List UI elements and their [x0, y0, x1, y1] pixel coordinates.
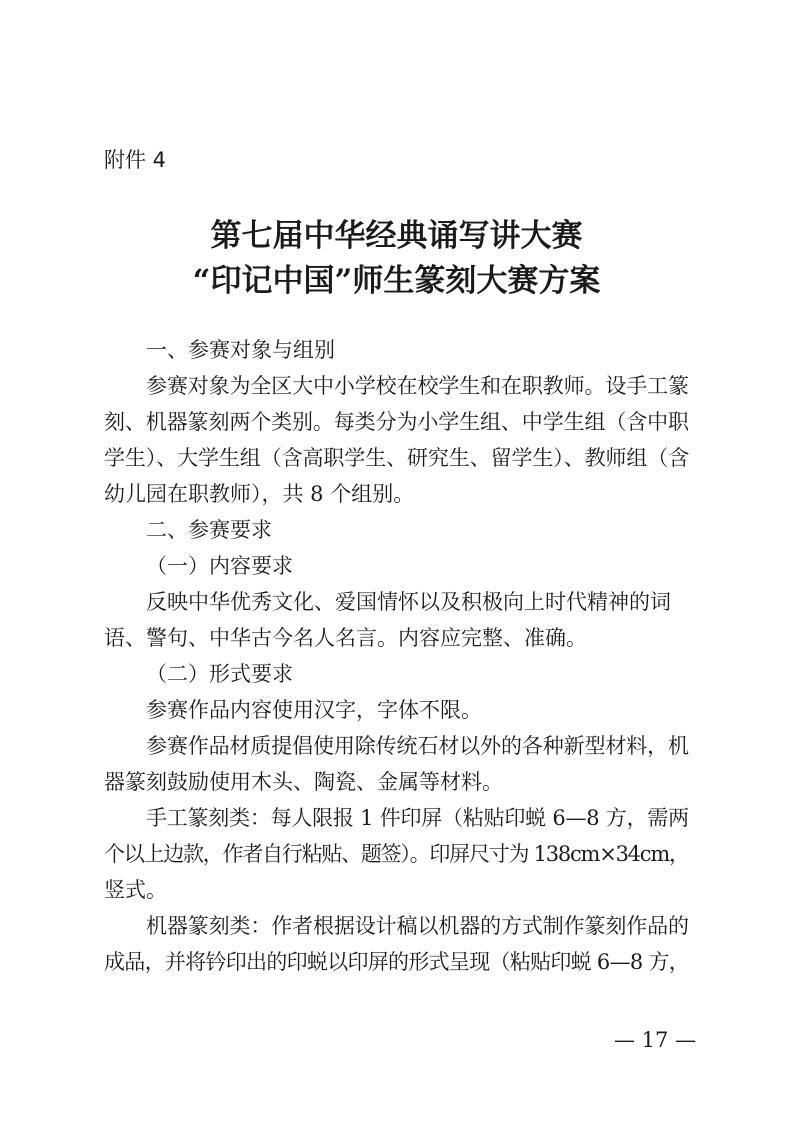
paragraph-line: 幼儿园在职教师），共 8 个组别。: [104, 482, 415, 506]
paragraph-line: 参赛对象为全区大中小学校在校学生和在职教师。设手工篆: [146, 374, 689, 398]
attachment-label: 附件 4: [104, 148, 167, 172]
paragraph-line: 参赛作品内容使用汉字，字体不限。: [146, 698, 482, 722]
paragraph-line: 成品，并将钤印出的印蜕以印屏的形式呈现（粘贴印蜕 6—8 方，: [104, 950, 690, 974]
paragraph-line: 刻、机器篆刻两个类别。每类分为小学生组、中学生组（含中职: [104, 410, 689, 434]
paragraph-line: 个以上边款，作者自行粘贴、题签）。印屏尺寸为 138cm×34cm，: [104, 842, 689, 866]
document-title-line2: “印记中国”师生篆刻大赛方案: [192, 263, 601, 299]
paragraph-line: 器篆刻鼓励使用木头、陶瓷、金属等材料。: [104, 770, 503, 794]
paragraph-line: 语、警句、中华古今名人名言。内容应完整、准确。: [104, 626, 587, 650]
paragraph-line: 机器篆刻类：作者根据设计稿以机器的方式制作篆刻作品的: [146, 914, 689, 938]
document-title-line1: 第七届中华经典诵写讲大赛: [210, 218, 583, 254]
paragraph-line: 学生）、大学生组（含高职学生、研究生、留学生）、教师组（含: [104, 446, 690, 470]
sub2-paragraph-3: [104, 800, 689, 908]
paragraph-line: 手工篆刻类：每人限报 1 件印屏（粘贴印蜕 6—8 方，需两: [146, 806, 689, 830]
section1-heading: 一、参赛对象与组别: [146, 338, 335, 362]
section1-paragraph: [104, 368, 689, 512]
sub2-paragraph-1: [104, 692, 689, 728]
paragraph-line: 反映中华优秀文化、爱国情怀以及积极向上时代精神的词: [146, 590, 671, 614]
sub2-paragraph-2: [104, 728, 689, 800]
sub2-paragraph-4: [104, 908, 689, 980]
section2-heading: 二、参赛要求: [146, 518, 272, 542]
sub2-heading: （二）形式要求: [146, 662, 293, 686]
page-number: — 17 —: [614, 1028, 697, 1052]
paragraph-line: 竖式。: [104, 878, 167, 902]
sub1-paragraph: [104, 584, 689, 656]
sub1-heading: （一）内容要求: [146, 554, 293, 578]
paragraph-line: 参赛作品材质提倡使用除传统石材以外的各种新型材料，机: [146, 734, 689, 758]
